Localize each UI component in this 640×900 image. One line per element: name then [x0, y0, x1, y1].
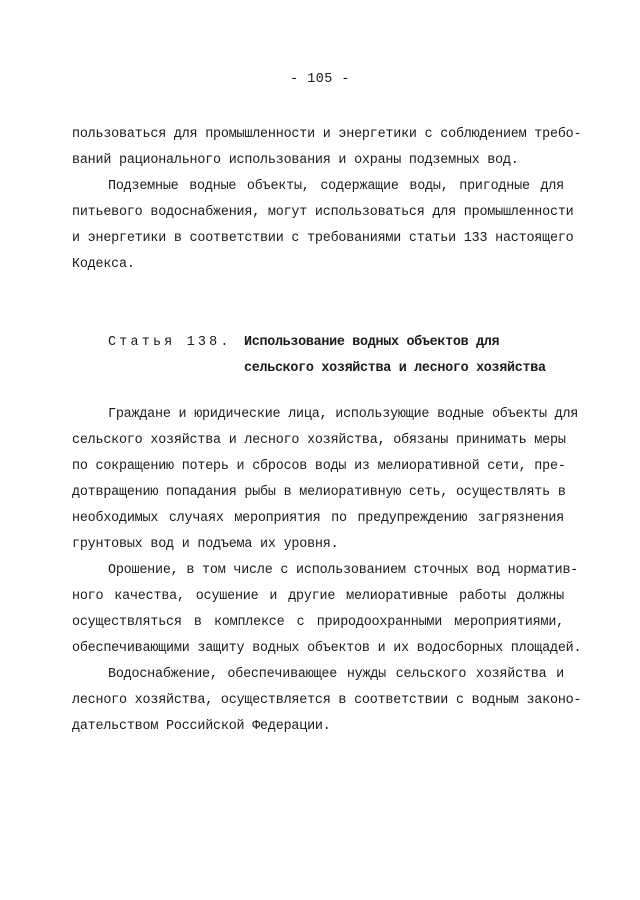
- text-line: необходимых случаях мероприятия по предупреждению загрязнения: [72, 511, 564, 526]
- text-line: по сокращению потерь и сбросов воды из мелиоративной сети, пре-: [72, 459, 566, 474]
- text-line: сельского хозяйства и лесного хозяйства, обязаны принимать меры: [72, 433, 566, 448]
- text-line: ного качества, осушение и другие мелиоративные работы должны: [72, 589, 564, 604]
- text-line: обеспечивающими защиту водных объектов и их водосборных площадей.: [72, 641, 582, 656]
- text-line: Граждане и юридические лица, использующие водные объекты для: [108, 407, 579, 422]
- paragraph-continuation: [72, 122, 582, 174]
- text-line: дотвращению попадания рыбы в мелиоративную сеть, осуществлять в: [72, 485, 566, 500]
- text-line: лесного хозяйства, осуществляется в соответствии с водным законо-: [72, 693, 582, 708]
- article-title-line-1: Использование водных объектов для: [244, 335, 500, 350]
- text-line: ваний рационального использования и охраны подземных вод.: [72, 153, 519, 168]
- article-title-line-2: сельского хозяйства и лесного хозяйства: [244, 361, 546, 376]
- paragraph-groundwater: [72, 174, 574, 278]
- paragraph-citizens-obligations: [72, 402, 579, 558]
- text-line: и энергетики в соответствии с требованиями статьи 133 настоящего: [72, 231, 574, 246]
- article-heading: [108, 330, 558, 382]
- text-line: Орошение, в том числе с использованием сточных вод норматив-: [108, 563, 579, 578]
- article-label: Статья 138.: [108, 335, 232, 350]
- page-number: - 105 -: [290, 72, 350, 87]
- text-line: осуществляться в комплексе с природоохранными мероприятиями,: [72, 615, 564, 630]
- text-line: Подземные водные объекты, содержащие воды, пригодные для: [108, 179, 564, 194]
- text-line: питьевого водоснабжения, могут использоваться для промышленности: [72, 205, 574, 220]
- paragraph-water-supply: [72, 662, 582, 740]
- text-line: Кодекса.: [72, 257, 135, 272]
- paragraph-irrigation: [72, 558, 582, 662]
- text-line: пользоваться для промышленности и энергетики с соблюдением требо-: [72, 127, 582, 142]
- text-line: Водоснабжение, обеспечивающее нужды сельского хозяйства и: [108, 667, 564, 682]
- text-line: грунтовых вод и подъема их уровня.: [72, 537, 339, 552]
- text-line: дательством Российской Федерации.: [72, 719, 331, 734]
